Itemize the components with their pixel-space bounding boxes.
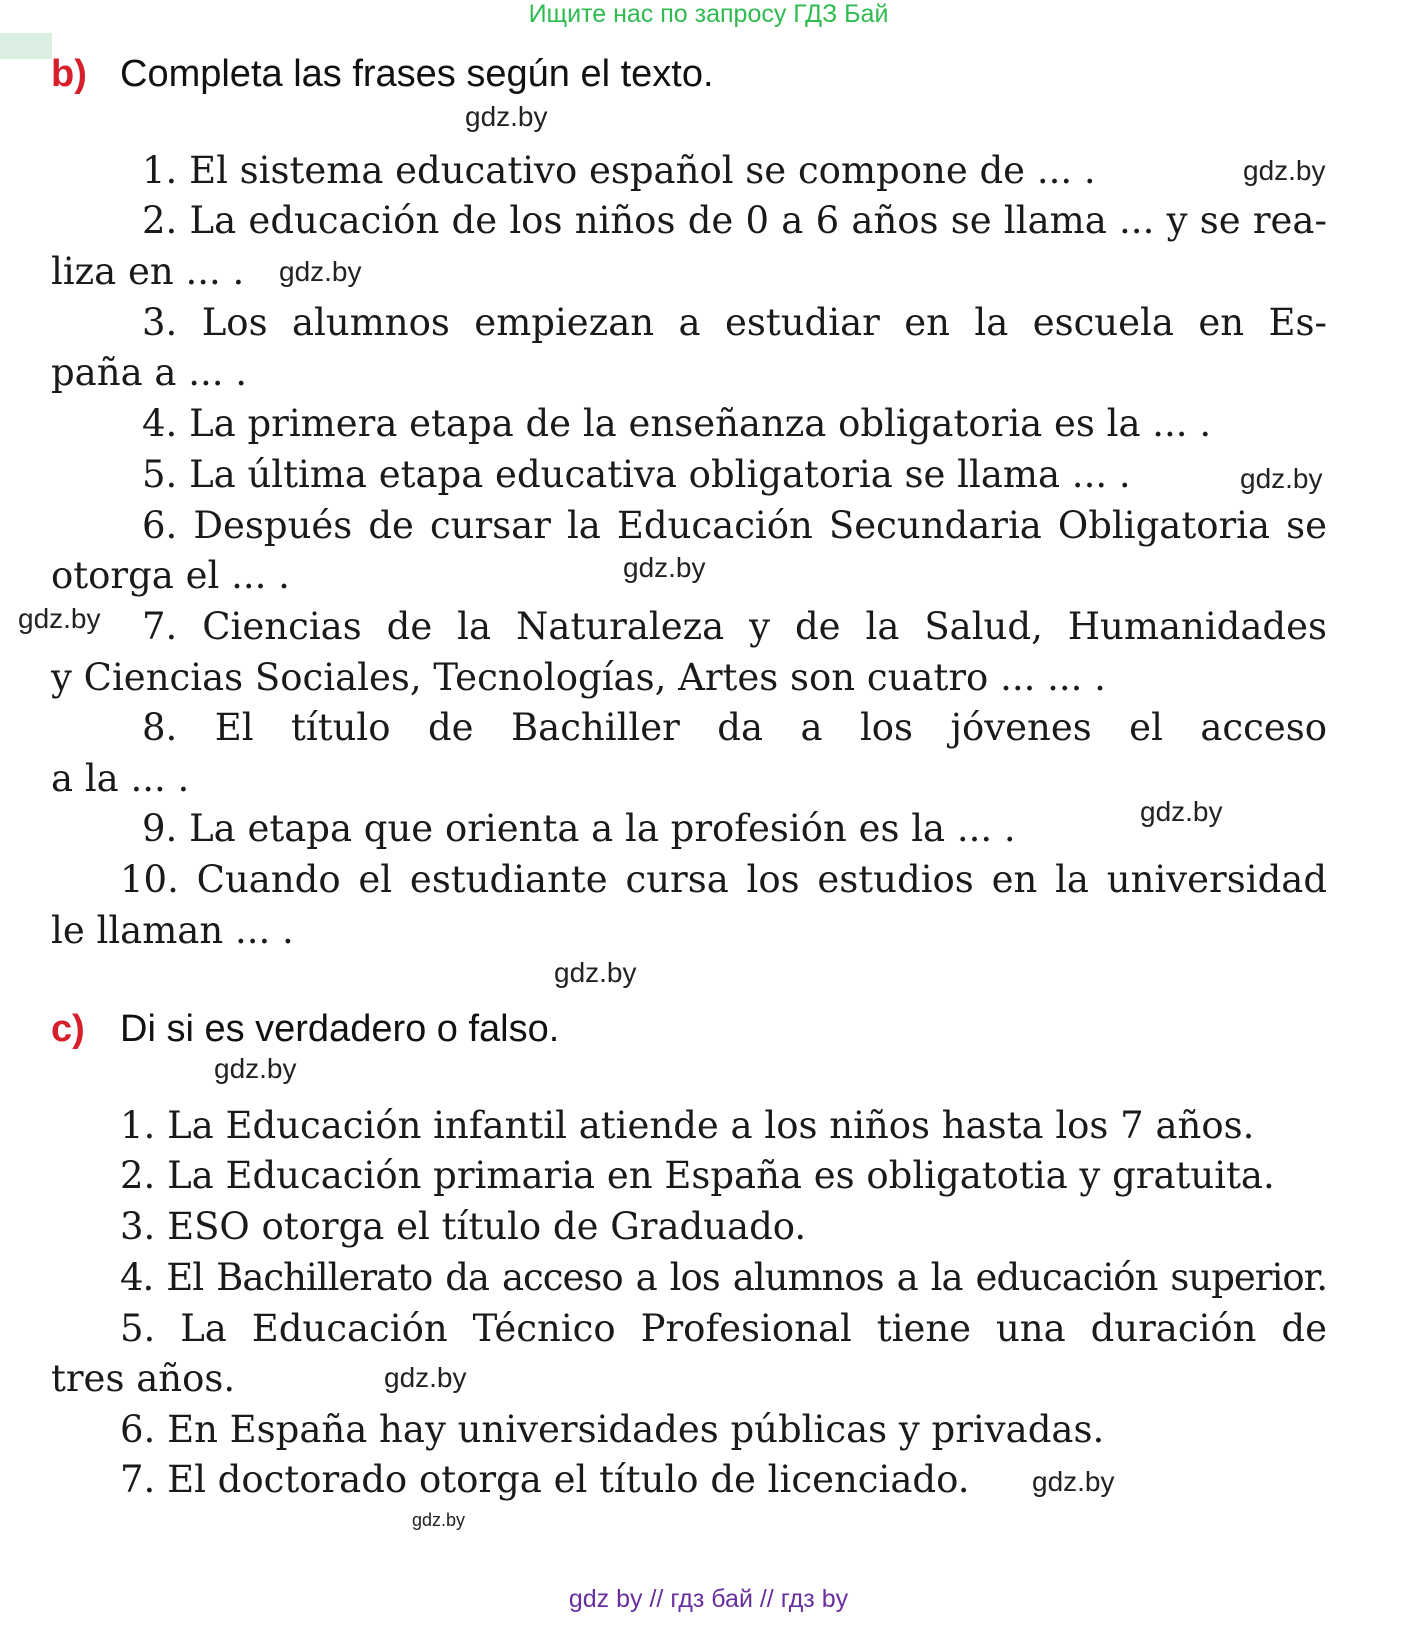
b-line-10-cont: le llaman ... .: [51, 909, 294, 952]
b-line-3: 3. Los alumnos empiezan a estudiar en la escuela en Es-: [142, 301, 1327, 344]
b-line-1: 1. El sistema educativo español se compone de ... .: [142, 149, 1096, 192]
watermark: gdz.by: [623, 552, 706, 583]
footer: gdz by // гдз бай // гдз by: [568, 1585, 849, 1613]
b-line-2-cont: liza en ... .: [51, 250, 245, 293]
b-line-7: 7. Ciencias de la Naturaleza y de la Salud, Humanidades: [142, 605, 1327, 648]
b-line-3-cont: paña a ... .: [51, 351, 248, 394]
c-line-7: 7. El doctorado otorga el título de licenciado.: [120, 1458, 970, 1501]
watermark: gdz.by: [18, 603, 101, 634]
b-line-7-cont: y Ciencias Sociales, Tecnologías, Artes son cuatro ... ... .: [51, 656, 1106, 699]
section-c-title: Di si es verdadero o falso.: [120, 1008, 560, 1050]
section-b-title: Completa las frases según el texto.: [120, 53, 714, 95]
b-line-4: 4. La primera etapa de la enseñanza obligatoria es la ... .: [142, 402, 1212, 445]
watermark: gdz.by: [1243, 155, 1326, 186]
watermark: gdz.by: [214, 1053, 297, 1084]
watermark: gdz.by: [279, 256, 362, 287]
watermark: gdz.by: [1140, 796, 1223, 827]
c-line-2: 2. La Educación primaria en España es obligatotia y gratuita.: [120, 1154, 1275, 1197]
top-banner: Ищите нас по запросу ГДЗ Бай: [528, 0, 889, 28]
watermark: gdz.by: [384, 1362, 467, 1393]
watermark: gdz.by: [412, 1510, 466, 1530]
watermark: gdz.by: [1032, 1466, 1115, 1497]
b-line-9: 9. La etapa que orienta a la profesión es la ... .: [142, 807, 1016, 850]
b-line-6-cont: otorga el ... .: [51, 554, 290, 597]
c-line-1: 1. La Educación infantil atiende a los niños hasta los 7 años.: [120, 1104, 1255, 1147]
watermark: gdz.by: [554, 957, 637, 988]
c-line-5: 5. La Educación Técnico Profesional tiene una duración de: [120, 1307, 1327, 1350]
b-line-8-cont: a la ... .: [51, 757, 190, 800]
b-line-10: 10. Cuando el estudiante cursa los estudios en la universidad: [120, 858, 1327, 901]
c-line-6: 6. En España hay universidades públicas y privadas.: [120, 1408, 1105, 1451]
watermark: gdz.by: [1240, 463, 1323, 494]
corner-tab: [0, 33, 52, 59]
b-line-5: 5. La última etapa educativa obligatoria se llama ... .: [142, 453, 1131, 496]
c-line-3: 3. ESO otorga el título de Graduado.: [120, 1205, 807, 1248]
c-line-4: 4. El Bachillerato da acceso a los alumnos a la educación superior.: [120, 1256, 1327, 1299]
b-line-6: 6. Después de cursar la Educación Secundaria Obligatoria se: [142, 504, 1327, 547]
b-line-2: 2. La educación de los niños de 0 a 6 años se llama ... y se rea-: [142, 199, 1327, 242]
watermark: gdz.by: [465, 101, 548, 132]
section-b-letter: b): [51, 53, 87, 95]
c-line-5-cont: tres años.: [51, 1357, 236, 1400]
b-line-8: 8. El título de Bachiller da a los jóvenes el acceso: [142, 706, 1327, 749]
section-c-letter: c): [51, 1008, 85, 1050]
